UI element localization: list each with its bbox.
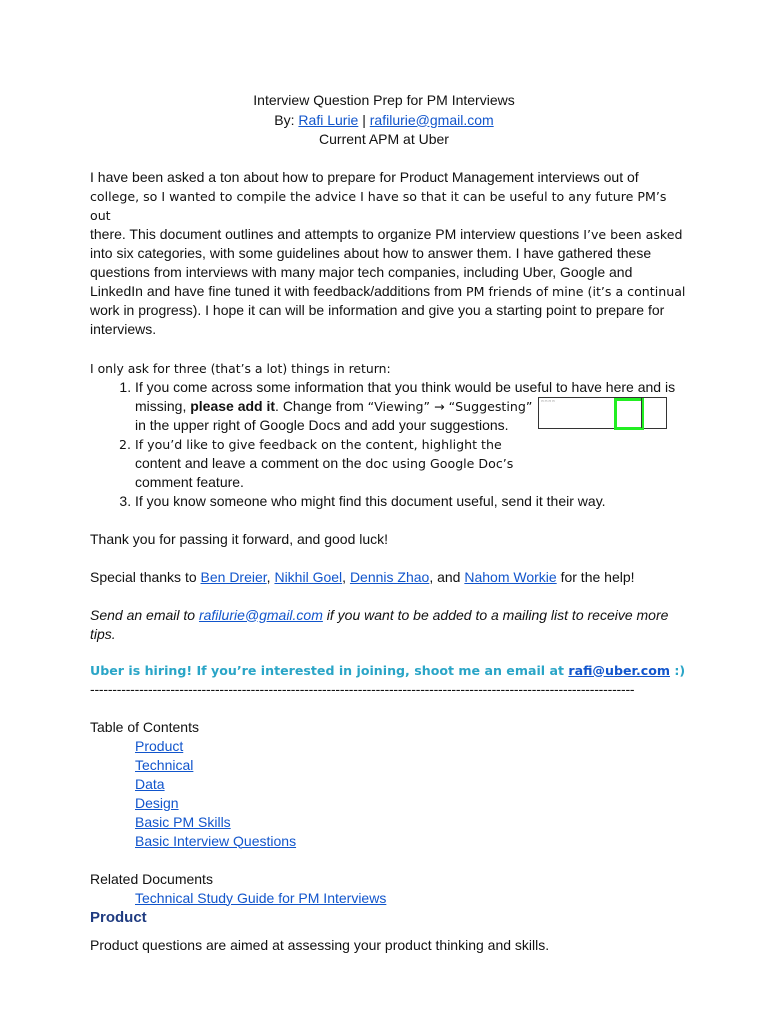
toc-link-design[interactable]: Design [135,794,179,811]
toc-link-technical[interactable]: Technical [135,756,194,773]
intro-paragraph [90,168,690,339]
author-role: Current APM at Uber [319,131,449,147]
section-body: Product questions are aimed at assessing your product thinking and skills. [90,936,550,953]
byline-separator: | [358,111,370,128]
ask-item-2: 2. If you’d like to give feedback on the content, highlight the content and leave a comment on the doc using Google Doc’s comment feature. [135,435,690,492]
toc-title: Table of Contents [90,718,199,735]
ask-item-1: 1. If you come across some information that you think would be useful to have here and is missing, please add it. Change from “Viewing” → “Suggesting” in the upper right of Google Docs and add your suggestions. [135,378,690,435]
intro-line: into six categories, with some guidelines about how to answer them. I have gathered these [90,244,652,261]
author-email-link[interactable]: rafilurie@gmail.com [369,111,494,128]
thanks-name-link[interactable]: Ben Dreier [200,568,267,585]
thanks-name-link[interactable]: Dennis Zhao [349,568,430,585]
screenshot-divider [641,398,642,428]
by-label: By: [274,111,299,128]
document-header [0,91,768,150]
thanks-line: Thank you for passing it forward, and good luck! [90,530,389,547]
screenshot-caption-scribble: ▭ ▭ ▭ ▭ [541,399,555,403]
document-title: Interview Question Prep for PM Interviews [253,92,515,108]
toc-link-data[interactable]: Data [135,775,165,792]
section-heading-product: Product [90,908,147,926]
intro-line: LinkedIn and have fine tuned it with feedback/additions from PM friends of mine (it’s a continual [90,282,686,299]
ask-item-3: 3. If you know someone who might find this document useful, send it their way. [135,492,690,511]
toc-list [90,737,690,851]
mailing-list-note: Send an email to rafilurie@gmail.com if you want to be added to a mailing list to receive more tips. [90,606,669,642]
highlight-box [614,398,644,430]
intro-line: there. This document outlines and attempts to organize PM interview questions I’ve been asked [90,225,683,242]
toc-link-basic-pm-skills[interactable]: Basic PM Skills [135,813,231,830]
document-page [90,91,690,955]
intro-line: work in progress). I hope it can will be information and give you a starting point to prepare for [90,301,665,318]
special-thanks: Special thanks to Ben Dreier, Nikhil Goel, Dennis Zhao, and Nahom Workie for the help! [90,568,635,585]
related-docs-title: Related Documents [90,870,213,887]
intro-line: questions from interviews with many major tech companies, including Uber, Google and [90,263,633,280]
intro-line: I have been asked a ton about how to prepare for Product Management interviews out of [90,168,639,185]
toc-link-product[interactable]: Product [135,737,184,754]
mailing-email-link[interactable]: rafilurie@gmail.com [198,606,323,623]
ask-intro: I only ask for three (that’s a lot) things in return: [90,360,391,376]
author-link[interactable]: Rafi Lurie [298,111,359,128]
section-divider: -------------------------------------------------------------------------------------------------------------------------- [90,680,635,697]
hiring-email-link[interactable]: rafi@uber.com [568,662,670,678]
byline [0,111,768,131]
thanks-name-link[interactable]: Nikhil Goel [274,568,343,585]
thanks-name-link[interactable]: Nahom Workie [464,568,557,585]
intro-line: interviews. [90,320,157,337]
related-docs-list [90,889,690,908]
intro-line: college, so I wanted to compile the advice I have so that it can be useful to any future PM’s out [90,188,667,223]
please-add-it: please add it [190,397,276,414]
toc-link-basic-interview-questions[interactable]: Basic Interview Questions [135,832,297,849]
related-doc-link[interactable]: Technical Study Guide for PM Interviews [135,889,387,906]
hiring-note: Uber is hiring! If you’re interested in joining, shoot me an email at rafi@uber.com :) [90,662,686,678]
suggesting-mode-screenshot [538,397,667,429]
